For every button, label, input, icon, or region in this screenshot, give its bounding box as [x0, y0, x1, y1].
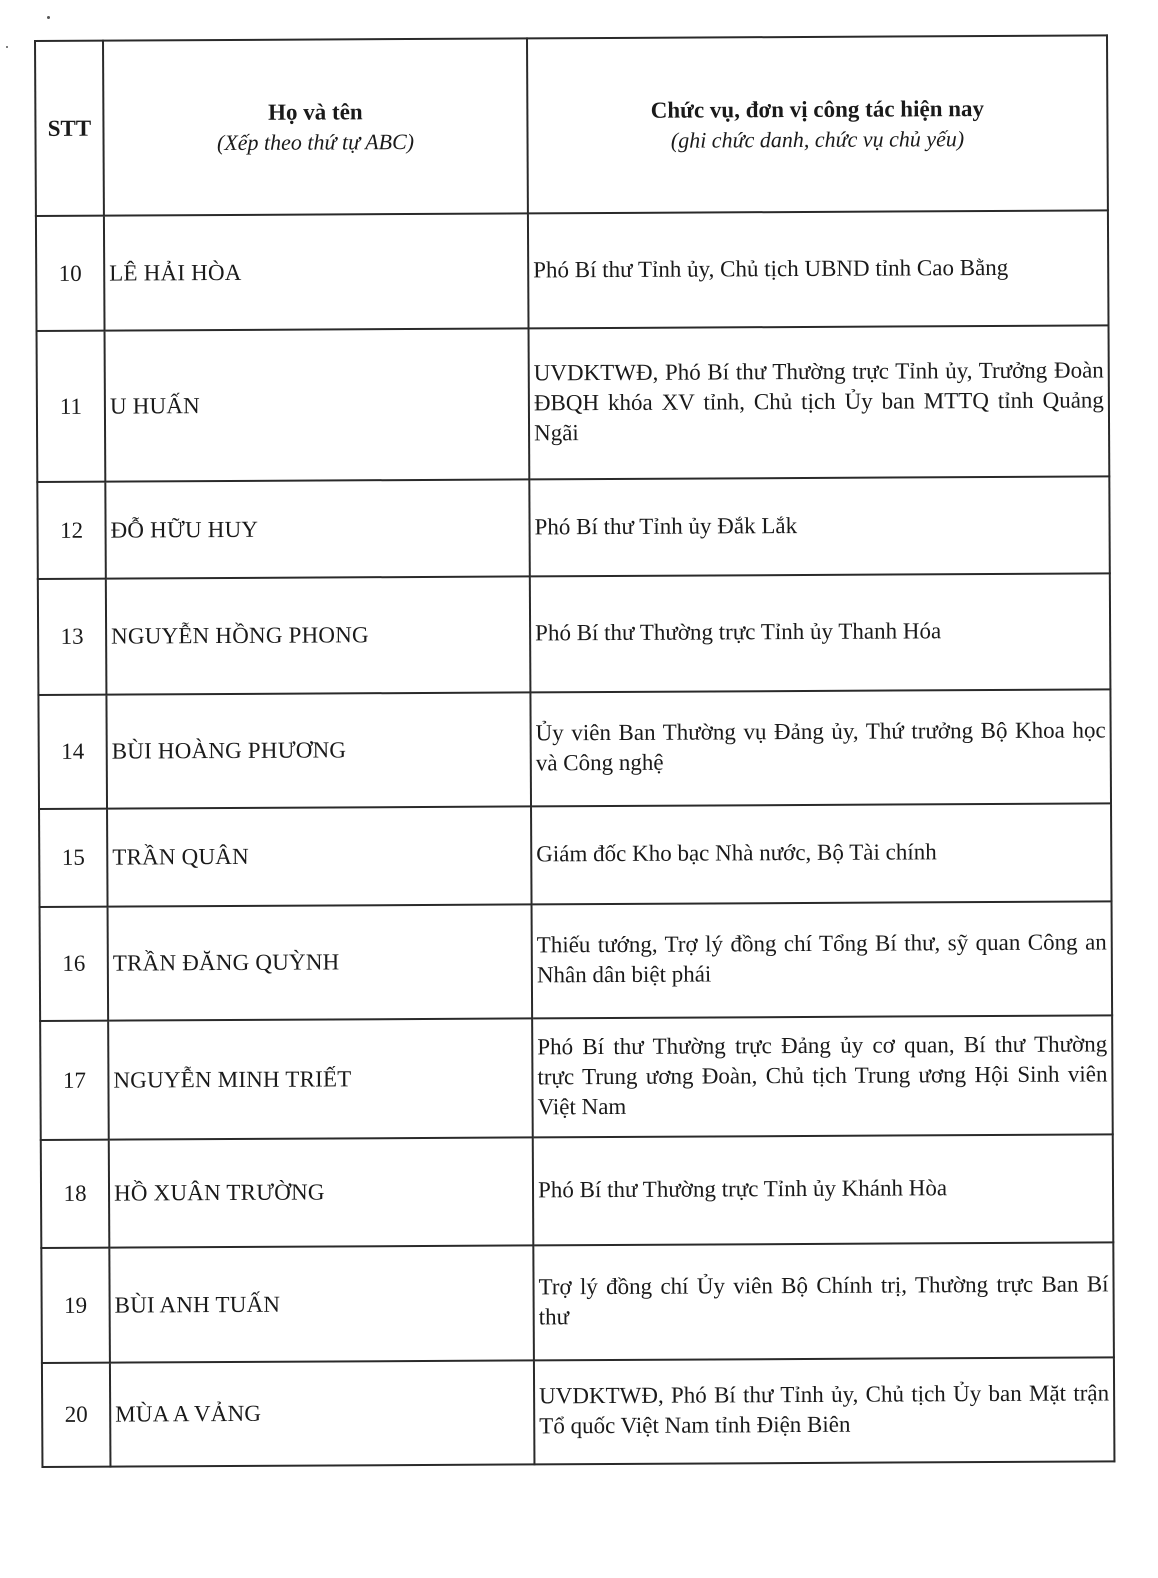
row-name: BÙI ANH TUẤN [109, 1245, 534, 1362]
row-role: Ủy viên Ban Thường vụ Đảng ủy, Thứ trưởng Bộ Khoa học và Công nghệ [530, 689, 1111, 806]
row-role: Thiếu tướng, Trợ lý đồng chí Tổng Bí thư, sỹ quan Công an Nhân dân biệt phái [532, 901, 1113, 1018]
row-name: NGUYỄN HỒNG PHONG [106, 576, 531, 694]
row-role: Giám đốc Kho bạc Nhà nước, Bộ Tài chính [531, 803, 1112, 904]
scan-speck [6, 46, 8, 48]
table-row [40, 1015, 1113, 1140]
row-role: Phó Bí thư Tỉnh ủy, Chủ tịch UBND tỉnh Cao Bằng [528, 210, 1109, 328]
row-stt: 12 [37, 482, 106, 579]
row-stt: 18 [41, 1140, 110, 1248]
header-role-note: (ghi chức danh, chức vụ chủ yếu) [670, 125, 965, 153]
table-row [36, 210, 1109, 331]
table-row [38, 689, 1111, 809]
row-name: U HUẤN [105, 328, 530, 481]
row-stt: 15 [39, 809, 108, 907]
header-name-label: Họ và tên [268, 98, 363, 125]
header-stt [35, 41, 104, 216]
table-row [41, 1134, 1114, 1248]
row-role: Trợ lý đồng chí Ủy viên Bộ Chính trị, Thường trực Ban Bí thư [533, 1242, 1114, 1360]
row-name: ĐỖ HỮU HUY [105, 479, 530, 578]
row-stt: 13 [38, 579, 107, 695]
row-stt: 11 [37, 331, 106, 482]
row-name: TRẦN QUÂN [107, 806, 532, 906]
row-stt: 10 [36, 216, 105, 331]
table-row [41, 1242, 1114, 1363]
row-name: NGUYỄN MINH TRIẾT [108, 1018, 533, 1139]
row-stt: 19 [41, 1248, 110, 1363]
row-role: Phó Bí thư Tỉnh ủy Đắk Lắk [529, 476, 1109, 576]
row-name: HỒ XUÂN TRƯỜNG [109, 1137, 534, 1247]
row-role: UVDKTWĐ, Phó Bí thư Thường trực Tỉnh ủy, Trưởng Đoàn ĐBQH khóa XV tỉnh, Chủ tịch Ủy ban MTTQ tỉnh Quảng Ngãi [529, 325, 1110, 479]
header-stt-label: STT [47, 115, 92, 141]
candidate-table [34, 34, 1115, 1468]
row-stt: 17 [40, 1021, 109, 1140]
row-role: Phó Bí thư Thường trực Tỉnh ủy Khánh Hòa [533, 1134, 1114, 1245]
table-row [42, 1357, 1115, 1467]
header-role-label: Chức vụ, đơn vị công tác hiện nay [650, 95, 985, 123]
header-name-note: (Xếp theo thứ tự ABC) [216, 128, 415, 155]
row-role: Phó Bí thư Thường trực Tỉnh ủy Thanh Hóa [530, 573, 1111, 692]
row-name: BÙI HOÀNG PHƯƠNG [106, 692, 531, 808]
row-name: MÙA A VẢNG [110, 1360, 535, 1466]
row-name: TRẦN ĐĂNG QUỲNH [108, 904, 533, 1020]
row-stt: 16 [40, 907, 109, 1021]
row-role: Phó Bí thư Thường trực Đảng ủy cơ quan, Bí thư Thường trực Trung ương Đoàn, Chủ tịch Trung ương Hội Sinh viên Việt Nam [532, 1015, 1113, 1137]
header-name [103, 38, 528, 215]
header-role [527, 35, 1108, 213]
table-row [37, 476, 1109, 579]
table-row [38, 573, 1111, 695]
row-stt: 20 [42, 1363, 111, 1467]
row-role: UVDKTWĐ, Phó Bí thư Tỉnh ủy, Chủ tịch Ủy ban Mặt trận Tổ quốc Việt Nam tỉnh Điện Biên [534, 1357, 1115, 1464]
row-name: LÊ HẢI HÒA [104, 213, 529, 330]
table-header-row [35, 35, 1108, 216]
row-stt: 14 [38, 695, 107, 809]
table-row [37, 325, 1110, 482]
table-row [39, 803, 1111, 907]
table-row [40, 901, 1113, 1021]
scan-speck [47, 16, 50, 19]
